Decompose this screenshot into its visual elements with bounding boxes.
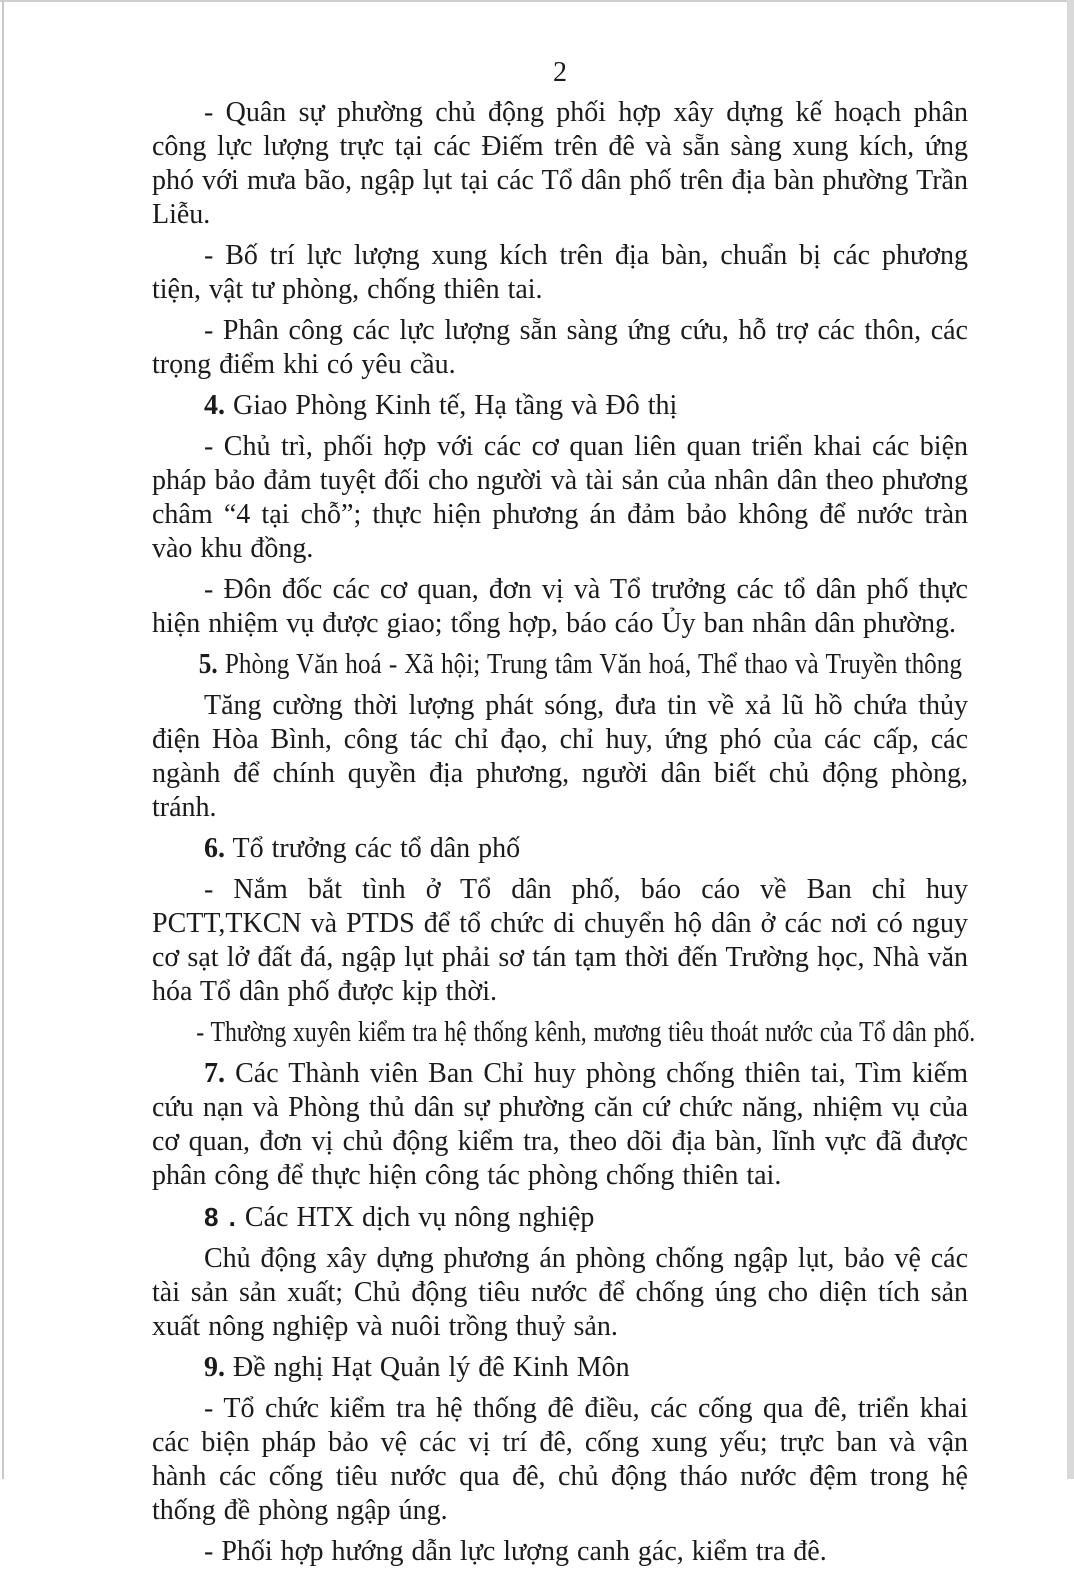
paragraph bbox=[152, 239, 968, 307]
paragraph bbox=[152, 873, 968, 1009]
section-heading bbox=[152, 389, 968, 423]
scan-edge-left bbox=[2, 0, 4, 1479]
paragraph-text: - Quân sự phường chủ động phối hợp xây dựng kế hoạch phân công lực lượng trực tại các Điếm trên đê và sẵn sàng xung kích, ứng phó với mưa bão, ngập lụt tại các Tổ dân phố trên địa bàn phường Trần Liễu. bbox=[152, 97, 968, 230]
paragraph-text: Chủ động xây dựng phương án phòng chống ngập lụt, bảo vệ các tài sản sản xuất; Chủ động tiêu nước để chống úng cho diện tích sản xuất nông nghiệp và nuôi trồng thuỷ sản. bbox=[152, 1243, 968, 1342]
heading-number: 6. bbox=[204, 833, 225, 864]
section-heading bbox=[152, 1351, 968, 1385]
paragraph bbox=[152, 1016, 976, 1050]
paragraph-text: - Phối hợp hướng dẫn lực lượng canh gác, kiểm tra đê. bbox=[204, 1536, 827, 1567]
paragraph bbox=[152, 689, 968, 825]
paragraph-text: - Tổ chức kiểm tra hệ thống đê điều, các cống qua đê, triển khai các biện pháp bảo vệ các vị trí đê, cống xung yếu; trực ban và vận hành các cống tiêu nước qua đê, chủ động tháo nước đệm trong hệ thống đề phòng ngập úng. bbox=[152, 1393, 968, 1526]
heading-text: Phòng Văn hoá - Xã hội; Trung tâm Văn hoá, Thể thao và Truyền thông bbox=[217, 649, 962, 680]
paragraph-text: - Nắm bắt tình ở Tổ dân phố, báo cáo về Ban chỉ huy PCTT,TKCN và PTDS để tổ chức di chuyển hộ dân ở các nơi có nguy cơ sạt lở đất đá, ngập lụt phải sơ tán tạm thời đến Trường học, Nhà văn hóa Tổ dân phố được kịp thời. bbox=[152, 874, 968, 1007]
heading-number: 9. bbox=[204, 1352, 225, 1383]
heading-text: Các HTX dịch vụ nông nghiệp bbox=[236, 1202, 595, 1233]
heading-text: Giao Phòng Kinh tế, Hạ tầng và Đô thị bbox=[225, 390, 678, 421]
paragraph bbox=[152, 314, 968, 382]
section-heading bbox=[152, 648, 962, 682]
scan-edge-right bbox=[1067, 0, 1074, 1479]
paragraph bbox=[152, 1535, 968, 1569]
heading-number: 5. bbox=[198, 649, 218, 680]
heading-number: 8 . bbox=[204, 1202, 237, 1232]
section-heading bbox=[152, 832, 968, 866]
paragraph-text: Các Thành viên Ban Chỉ huy phòng chống thiên tai, Tìm kiếm cứu nạn và Phòng thủ dân sự phường căn cứ chức năng, nhiệm vụ của cơ quan, đơn vị chủ động kiểm tra, theo dõi địa bàn, lĩnh vực đã được phân công để thực hiện công tác phòng chống thiên tai. bbox=[152, 1058, 968, 1191]
paragraph bbox=[152, 96, 968, 232]
paragraph-text: - Bố trí lực lượng xung kích trên địa bàn, chuẩn bị các phương tiện, vật tư phòng, chống thiên tai. bbox=[152, 240, 968, 305]
heading-text: Tổ trưởng các tổ dân phố bbox=[225, 833, 521, 864]
page-body bbox=[152, 56, 976, 1576]
paragraph-text: - Đôn đốc các cơ quan, đơn vị và Tổ trưởng các tổ dân phố thực hiện nhiệm vụ được giao; tổng hợp, báo cáo Ủy ban nhân dân phường. bbox=[152, 574, 968, 639]
section-heading bbox=[152, 1200, 968, 1235]
paragraph bbox=[152, 573, 968, 641]
heading-number: 4. bbox=[204, 390, 225, 421]
paragraph-text: - Phân công các lực lượng sẵn sàng ứng cứu, hỗ trợ các thôn, các trọng điểm khi có yêu cầu. bbox=[152, 315, 968, 380]
paragraph-text: - Chủ trì, phối hợp với các cơ quan liên quan triển khai các biện pháp bảo đảm tuyệt đối cho người và tài sản của nhân dân theo phương châm “4 tại chỗ”; thực hiện phương án đảm bảo không để nước tràn vào khu đồng. bbox=[152, 431, 968, 564]
paragraph-text: Tăng cường thời lượng phát sóng, đưa tin về xả lũ hồ chứa thủy điện Hòa Bình, công tác chỉ đạo, chỉ huy, ứng phó của các cấp, các ngành để chính quyền địa phương, người dân biết chủ động phòng, tránh. bbox=[152, 690, 968, 823]
section-paragraph bbox=[152, 1057, 968, 1193]
heading-text: Đề nghị Hạt Quản lý đê Kinh Môn bbox=[225, 1352, 630, 1383]
paragraph bbox=[152, 1392, 968, 1528]
page-number: 2 bbox=[553, 57, 567, 88]
paragraph-text: - Thường xuyên kiểm tra hệ thống kênh, mương tiêu thoát nước của Tổ dân phố. bbox=[196, 1017, 976, 1048]
paragraph bbox=[152, 1242, 968, 1344]
heading-number: 7. bbox=[204, 1058, 225, 1089]
paragraph bbox=[152, 430, 968, 566]
scan-edge-top bbox=[0, 0, 1074, 2]
